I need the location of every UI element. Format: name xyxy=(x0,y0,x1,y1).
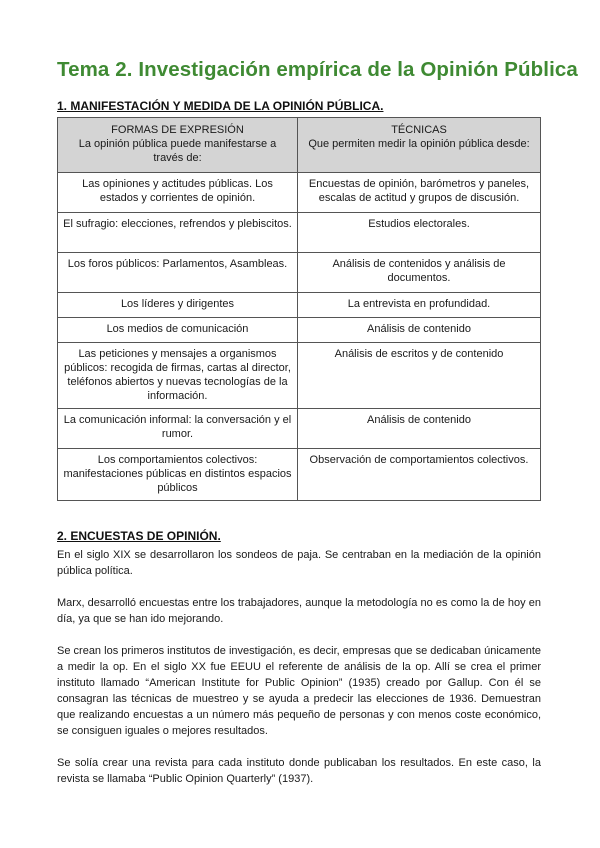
table-cell-form: Las opiniones y actitudes públicas. Los estados y corrientes de opinión. xyxy=(58,173,298,213)
table-cell-form: Los comportamientos colectivos: manifestaciones públicas en distintos espacios públicos xyxy=(58,449,298,501)
header-techniques-title: TÉCNICAS xyxy=(391,124,447,136)
table-row xyxy=(58,409,541,449)
table-cell-technique: Observación de comportamientos colectivos. xyxy=(298,449,541,501)
section2-heading: 2. ENCUESTAS DE OPINIÓN. xyxy=(57,529,221,543)
table-cell-form: Los foros públicos: Parlamentos, Asambleas. xyxy=(58,253,298,293)
paragraph-straw-polls: En el siglo XIX se desarrollaron los sondeos de paja. Se centraban en la mediación de la opinión pública política. xyxy=(57,549,541,577)
header-techniques-subtitle: Que permiten medir la opinión pública desde: xyxy=(308,138,530,150)
header-forms-subtitle: La opinión pública puede manifestarse a través de: xyxy=(78,138,277,164)
page-title: Tema 2. Investigación empírica de la Opinión Pública xyxy=(57,58,578,81)
table-cell-form: La comunicación informal: la conversación y el rumor. xyxy=(58,409,298,449)
table-row xyxy=(58,213,541,253)
table-row xyxy=(58,253,541,293)
paragraph-marx: Marx, desarrolló encuestas entre los trabajadores, aunque la metodología no es como la de hoy en día, ya que se han ido mejorando. xyxy=(57,597,541,625)
table-cell-form: Los líderes y dirigentes xyxy=(58,293,298,318)
header-forms-title: FORMAS DE EXPRESIÓN xyxy=(111,124,244,136)
table-row xyxy=(58,343,541,409)
table-cell-form: Los medios de comunicación xyxy=(58,318,298,343)
paragraph-journal: Se solía crear una revista para cada instituto donde publicaban los resultados. En este caso, la revista se llamaba “Public Opinion Quarterly” (1937). xyxy=(57,757,541,785)
header-forms xyxy=(58,118,298,173)
section1-heading: 1. MANIFESTACIÓN Y MEDIDA DE LA OPINIÓN PÚBLICA. xyxy=(57,99,384,113)
table-cell-technique: Encuestas de opinión, barómetros y paneles, escalas de actitud y grupos de discusión. xyxy=(298,173,541,213)
table-cell-technique: Análisis de contenidos y análisis de documentos. xyxy=(298,253,541,293)
table-row xyxy=(58,173,541,213)
table-header-row xyxy=(58,118,541,173)
table-cell-technique: Análisis de contenido xyxy=(298,409,541,449)
table-cell-technique: Análisis de escritos y de contenido xyxy=(298,343,541,409)
table-row xyxy=(58,318,541,343)
paragraph-institutes: Se crean los primeros institutos de investigación, es decir, empresas que se dedicaban únicamente a medir la op. En el siglo XX fue EEUU el referente de análisis de la op. Allí se crea el primer instituto llamado “American Institute for Public Opinion” (1935) creado por Gallup. Con él se consagran las técnicas de muestreo y se ayuda a predecir las elecciones de 1936. Demuestran que realizando encuestas a un número más pequeño de personas y con menos coste económico, se consiguen iguales o mejores resultados. xyxy=(57,645,541,737)
expression-techniques-table xyxy=(57,117,541,501)
table-cell-form: El sufragio: elecciones, refrendos y plebiscitos. xyxy=(58,213,298,253)
table-cell-form: Las peticiones y mensajes a organismos públicos: recogida de firmas, cartas al director, teléfonos abiertos y nuevas tecnologías de la información. xyxy=(58,343,298,409)
table-row xyxy=(58,293,541,318)
table-cell-technique: La entrevista en profundidad. xyxy=(298,293,541,318)
header-techniques xyxy=(298,118,541,173)
table-cell-technique: Análisis de contenido xyxy=(298,318,541,343)
table-row xyxy=(58,449,541,501)
table-cell-technique: Estudios electorales. xyxy=(298,213,541,253)
